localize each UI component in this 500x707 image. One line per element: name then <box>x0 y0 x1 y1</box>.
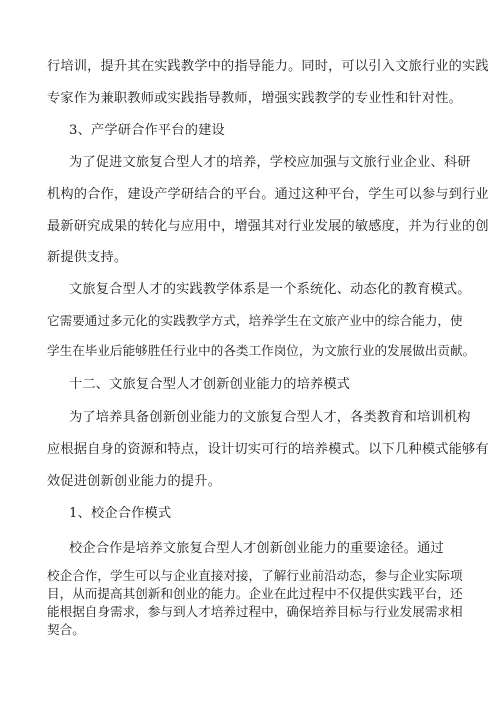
chapter-heading: 十二、文旅复合型人才创新创业能力的培养模式 <box>69 377 351 392</box>
body-text-line: 机构的合作，建设产学研结合的平台。通过这种平台，学生可以参与到行业 <box>47 187 489 202</box>
body-text-line: 新提供支持。 <box>47 250 128 265</box>
body-text-line: 能根据自身需求，参与到人才培养过程中，确保培养目标与行业发展需求相 <box>47 604 463 619</box>
body-text-line: 契合。 <box>47 622 85 637</box>
body-text-line: 最新研究成果的转化与应用中，增强其对行业发展的敏感度，并为行业的创 <box>47 219 489 234</box>
body-text-line: 为了培养具备创新创业能力的文旅复合型人才，各类教育和培训机构 <box>69 410 471 425</box>
body-text-line: 效促进创新创业能力的提升。 <box>47 474 222 489</box>
section-heading: 3、产学研合作平台的建设 <box>69 123 225 138</box>
body-text-line: 行培训，提升其在实践教学中的指导能力。同时，可以引入文旅行业的实践 <box>47 59 489 74</box>
body-text-line: 专家作为兼职教师或实践指导教师，增强实践教学的专业性和针对性。 <box>47 91 463 106</box>
body-text-line: 文旅复合型人才的实践教学体系是一个系统化、动态化的教育模式。 <box>69 282 471 297</box>
body-text-line: 校企合作，学生可以与企业直接对接，了解行业前沿动态，参与企业实际项 <box>47 568 463 583</box>
body-text-line: 它需要通过多元化的实践教学方式，培养学生在文旅产业中的综合能力，使 <box>47 313 463 328</box>
body-text-line: 校企合作是培养文旅复合型人才创新创业能力的重要途径。通过 <box>69 541 444 556</box>
body-text-line: 为了促进文旅复合型人才的培养，学校应加强与文旅行业企业、科研 <box>69 155 471 170</box>
section-heading: 1、校企合作模式 <box>69 506 172 521</box>
body-text-line: 应根据自身的资源和特点，设计切实可行的培养模式。以下几种模式能够有 <box>47 442 489 457</box>
body-text-line: 目，从而提高其创新和创业的能力。企业在此过程中不仅提供实践平台，还 <box>47 586 463 601</box>
body-text-line: 学生在毕业后能够胜任行业中的各类工作岗位，为文旅行业的发展做出贡献。 <box>47 343 476 358</box>
